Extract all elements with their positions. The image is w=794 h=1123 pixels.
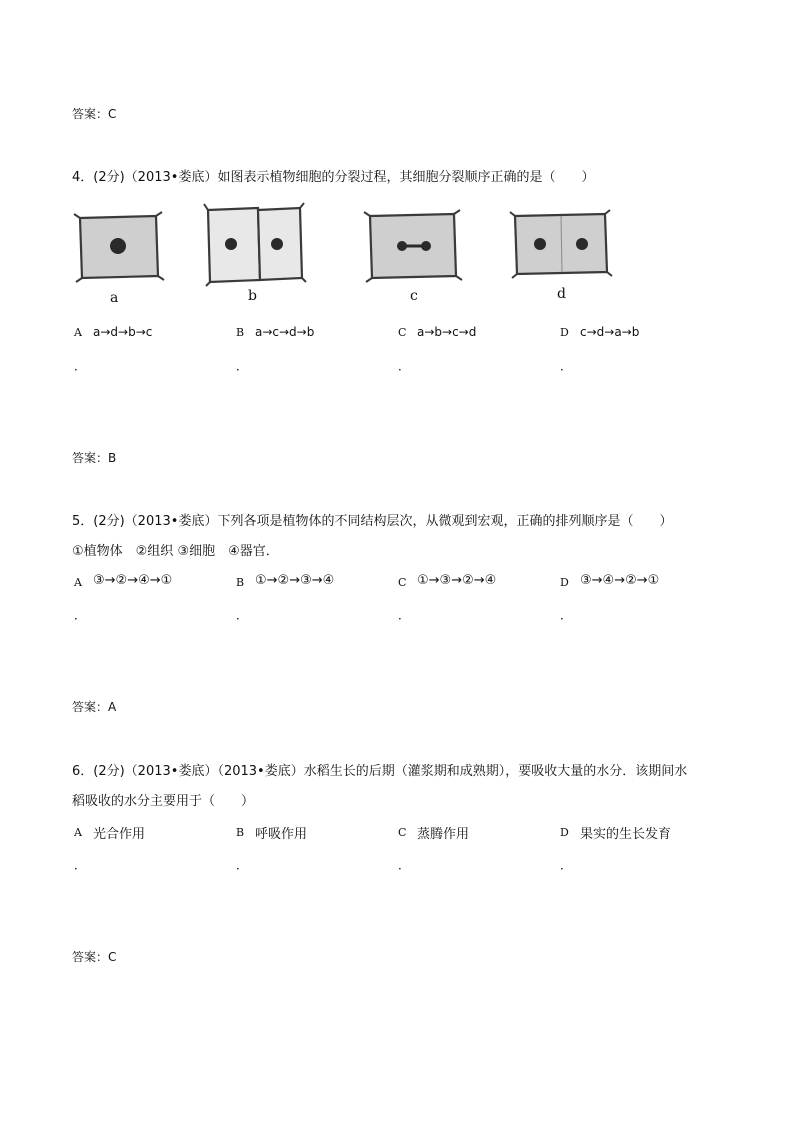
q6-option-a-dot: ．	[74, 858, 87, 872]
q5-option-d-letter[interactable]: D	[560, 576, 569, 589]
q6-answer: 答案：C	[72, 950, 117, 964]
q6-option-a-letter[interactable]: A	[74, 826, 82, 839]
q6-option-b-text[interactable]: 呼吸作用	[255, 827, 308, 842]
q4-option-d-text[interactable]: c→d→a→b	[580, 325, 640, 339]
q6-option-b-letter[interactable]: B	[236, 826, 245, 839]
figure-label-a: a	[110, 290, 119, 306]
q4-option-c-letter[interactable]: C	[398, 326, 407, 339]
q4-option-c-text[interactable]: a→b→c→d	[417, 325, 477, 339]
q6-option-c-letter[interactable]: C	[398, 826, 407, 839]
question-5-stem: 5．(2分)（2013•娄底）下列各项是植物体的不同结构层次，从微观到宏观，正确的排列顺序是（ ）	[72, 514, 673, 529]
q6-option-b-dot: ．	[236, 858, 249, 872]
q6-option-d-letter[interactable]: D	[560, 826, 569, 839]
q5-option-b-text[interactable]: ①→②→③→④	[255, 573, 335, 588]
q4-option-a-text[interactable]: a→d→b→c	[93, 325, 153, 339]
cell-a-image	[74, 212, 164, 282]
q5-option-c-text[interactable]: ①→③→②→④	[417, 573, 497, 588]
q5-answer: 答案：A	[72, 700, 117, 714]
figure-label-d: d	[557, 286, 566, 302]
cell-d-image	[510, 210, 612, 278]
q6-option-a-text[interactable]: 光合作用	[93, 827, 146, 842]
q5-option-b-dot: ．	[236, 608, 249, 622]
q5-option-d-dot: ．	[560, 608, 573, 622]
q6-option-c-text[interactable]: 蒸腾作用	[417, 827, 470, 842]
question-6-stem-line1: 6．(2分)（2013•娄底）（2013•娄底）水稻生长的后期（灌浆期和成熟期），要吸收大量的水分．该期间水	[72, 764, 688, 779]
q6-option-d-text[interactable]: 果实的生长发育	[580, 827, 672, 842]
q4-option-b-dot: ．	[236, 359, 249, 373]
q4-option-b-letter[interactable]: B	[236, 326, 245, 339]
answer-previous: 答案：C	[72, 107, 117, 121]
cell-b-image	[204, 203, 306, 286]
q6-option-c-dot: ．	[398, 858, 411, 872]
q4-answer: 答案：B	[72, 451, 117, 465]
figure-label-b: b	[248, 288, 257, 304]
q4-option-a-letter[interactable]: A	[74, 326, 82, 339]
q5-option-d-text[interactable]: ③→④→②→①	[580, 573, 660, 588]
q4-option-d-letter[interactable]: D	[560, 326, 569, 339]
q5-option-c-dot: ．	[398, 608, 411, 622]
q5-option-b-letter[interactable]: B	[236, 576, 245, 589]
q4-option-d-dot: ．	[560, 359, 573, 373]
q6-option-d-dot: ．	[560, 858, 573, 872]
question-4-stem: 4．(2分)（2013•娄底）如图表示植物细胞的分裂过程，其细胞分裂顺序正确的是（ ）	[72, 170, 595, 185]
q5-option-a-dot: ．	[74, 608, 87, 622]
q4-option-a-dot: ．	[74, 359, 87, 373]
q4-option-c-dot: ．	[398, 359, 411, 373]
cell-c-image	[364, 210, 462, 282]
question-6-stem-line2: 稻吸收的水分主要用于（ ）	[72, 794, 255, 809]
question-5-items: ①植物体 ②组织 ③细胞 ④器官．	[72, 544, 279, 559]
q5-option-c-letter[interactable]: C	[398, 576, 407, 589]
q5-option-a-text[interactable]: ③→②→④→①	[93, 573, 173, 588]
q4-option-b-text[interactable]: a→c→d→b	[255, 325, 315, 339]
figure-label-c: c	[410, 288, 418, 304]
cell-division-figure	[72, 200, 632, 315]
q5-option-a-letter[interactable]: A	[74, 576, 82, 589]
